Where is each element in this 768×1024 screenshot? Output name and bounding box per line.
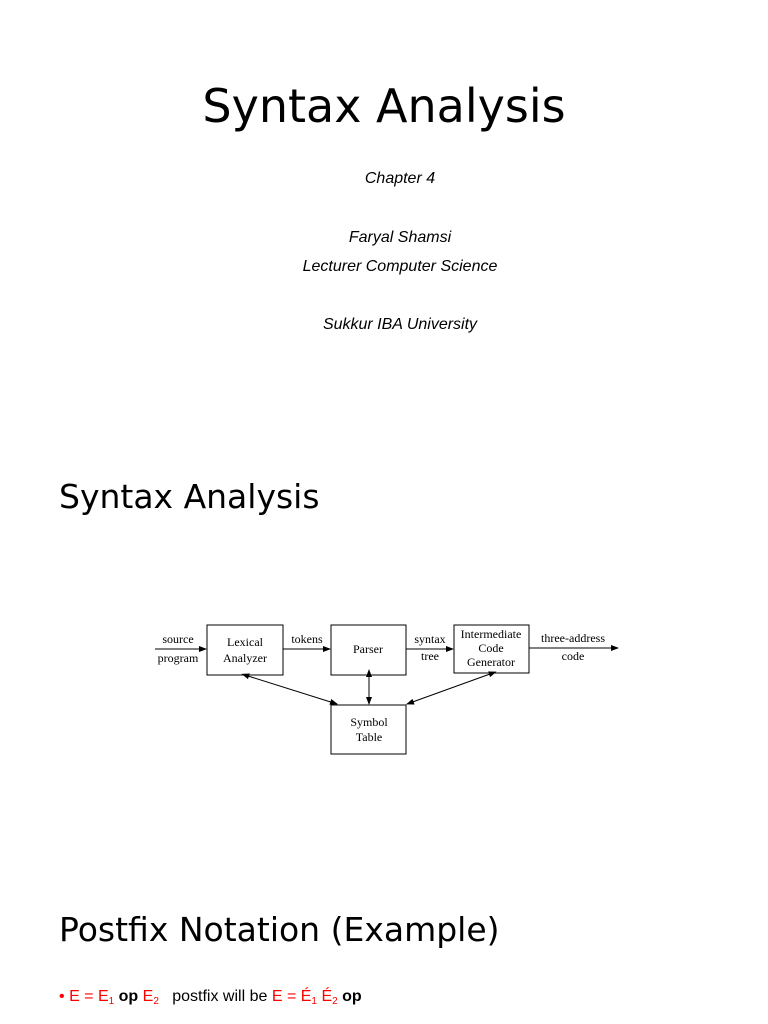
expr-sub2: 2 [153,996,159,1007]
lexical-analyzer-box [207,625,283,675]
tree-label: tree [421,649,439,663]
expr-sub1: 1 [108,996,115,1007]
icg-symbol-link [407,674,490,704]
analyzer-label: Analyzer [223,651,267,665]
author-name: Faryal Shamsi [348,229,452,246]
symbol-label: Symbol [350,715,388,729]
expr-op: op [118,988,139,1005]
syntax-label: syntax [414,632,446,646]
slide-title: Syntax Analysis [202,79,566,133]
institution-name: Sukkur IBA University [322,316,478,333]
postfix-example-bullet [59,986,362,1008]
three-address-label: three-address [541,631,605,645]
section-heading-postfix-notation: Postfix Notation (Example) [59,910,500,949]
parser-label: Parser [353,642,383,656]
postfix-e2: É [321,988,333,1005]
expr-lhs: E = E [69,988,109,1005]
postfix-op: op [342,988,362,1005]
program-label: program [157,651,199,665]
tokens-label: tokens [291,632,323,646]
chapter-label: Chapter 4 [364,170,436,187]
source-label: source [162,632,194,646]
code-output-label: code [561,649,585,663]
lexical-label: Lexical [227,635,263,649]
section-heading-syntax-analysis: Syntax Analysis [59,477,320,516]
compiler-pipeline-diagram [150,615,630,765]
code-label: Code [478,641,504,655]
postfix-sub1: 1 [311,996,317,1007]
lexer-symbol-link [248,676,337,704]
intermediate-label: Intermediate [460,627,522,641]
table-label: Table [355,730,383,744]
postfix-lhs: E = É [271,988,312,1005]
bullet-dot: • [59,988,65,1005]
generator-label: Generator [467,655,515,669]
postfix-sub2: 2 [332,996,338,1007]
expr-e2: E [142,988,154,1005]
postfix-text: postfix will be [172,988,268,1005]
author-role: Lecturer Computer Science [302,258,498,275]
